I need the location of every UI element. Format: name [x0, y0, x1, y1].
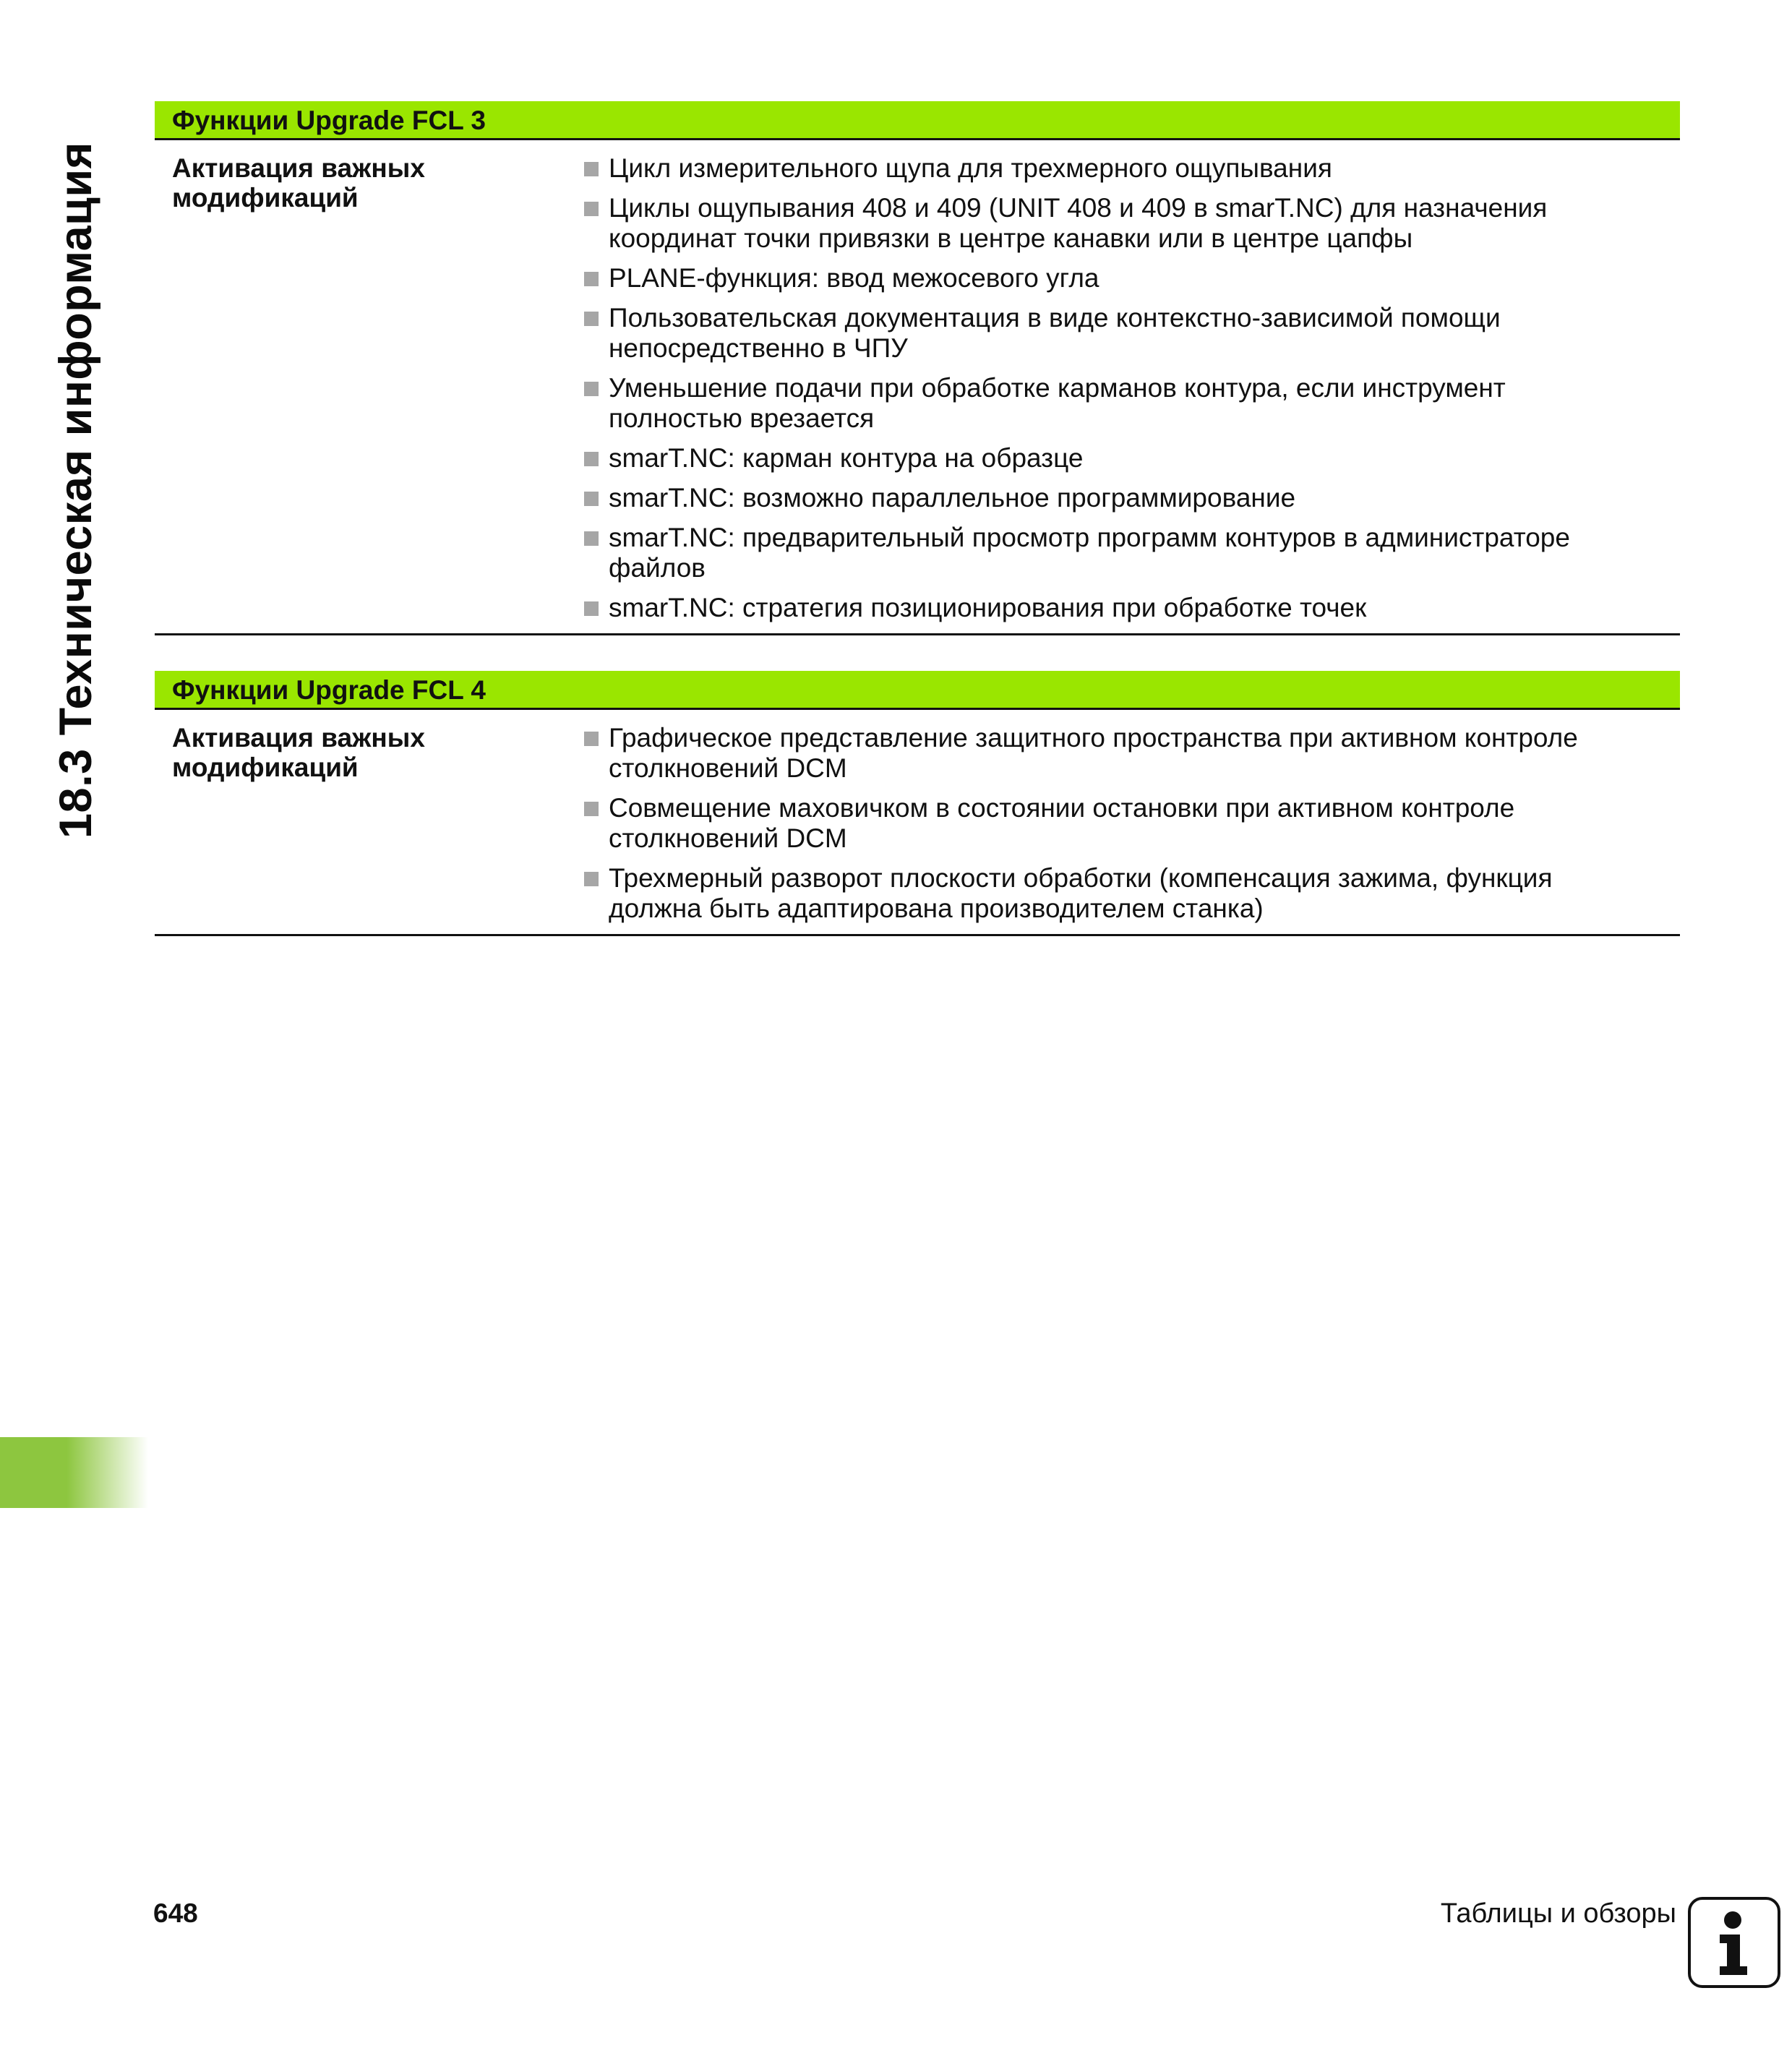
list-item-text: Цикл измерительного щупа для трехмерного ощупывания	[609, 153, 1332, 183]
square-bullet-icon	[584, 272, 599, 286]
square-bullet-icon	[584, 492, 599, 506]
list-item	[584, 723, 1680, 784]
footer-section-title: Таблицы и обзоры	[1440, 1898, 1676, 1929]
list-item-text: PLANE-функция: ввод межосевого угла	[609, 263, 1099, 293]
fcl4-row-label: Активация важных модификаций	[172, 723, 425, 782]
info-icon-glyph	[1691, 1900, 1778, 1985]
fcl3-row-label: Активация важных модификаций	[172, 153, 425, 213]
square-bullet-icon	[584, 732, 599, 746]
square-bullet-icon	[584, 382, 599, 396]
fcl4-feature-list	[584, 723, 1680, 924]
list-item	[584, 373, 1680, 434]
list-item	[584, 443, 1680, 474]
square-bullet-icon	[584, 162, 599, 176]
fcl3-feature-list	[584, 153, 1680, 623]
list-item	[584, 523, 1680, 583]
chapter-tab-marker	[0, 1437, 148, 1508]
square-bullet-icon	[584, 531, 599, 546]
list-item-text: smarT.NC: стратегия позиционирования при обработке точек	[609, 593, 1367, 622]
fcl3-table-row	[155, 140, 1680, 635]
list-item	[584, 793, 1680, 854]
square-bullet-icon	[584, 802, 599, 816]
list-item	[584, 483, 1680, 513]
list-item-text: Совмещение маховичком в состоянии остановки при активном контроле столкновений DCM	[609, 793, 1515, 853]
square-bullet-icon	[584, 452, 599, 466]
list-item	[584, 193, 1680, 254]
list-item-text: smarT.NC: возможно параллельное программирование	[609, 483, 1296, 513]
list-item	[584, 153, 1680, 184]
square-bullet-icon	[584, 601, 599, 616]
list-item	[584, 303, 1680, 364]
list-item-text: Уменьшение подачи при обработке карманов контура, если инструмент полностью врезается	[609, 373, 1506, 433]
list-item-text: Циклы ощупывания 408 и 409 (UNIT 408 и 409 в smarT.NC) для назначения координат точки привязки в центре канавки или в центре цапфы	[609, 193, 1548, 253]
fcl3-table-header: Функции Upgrade FCL 3	[155, 101, 1680, 140]
fcl4-table-header: Функции Upgrade FCL 4	[155, 671, 1680, 710]
fcl3-table	[155, 101, 1680, 635]
list-item-text: smarT.NC: карман контура на образце	[609, 443, 1084, 473]
list-item	[584, 593, 1680, 623]
square-bullet-icon	[584, 872, 599, 886]
list-item-text: Трехмерный разворот плоскости обработки (компенсация зажима, функция должна быть адаптирована производителем станка)	[609, 863, 1553, 923]
chapter-heading: 18.3 Техническая информация	[51, 142, 101, 839]
info-icon	[1688, 1897, 1780, 1988]
fcl4-table	[155, 671, 1680, 936]
list-item-text: smarT.NC: предварительный просмотр программ контуров в администраторе файлов	[609, 523, 1570, 583]
list-item-text: Пользовательская документация в виде контекстно-зависимой помощи непосредственно в ЧПУ	[609, 303, 1501, 363]
square-bullet-icon	[584, 202, 599, 216]
square-bullet-icon	[584, 312, 599, 326]
list-item	[584, 263, 1680, 294]
page-number: 648	[153, 1898, 198, 1928]
fcl4-table-row	[155, 710, 1680, 936]
list-item-text: Графическое представление защитного пространства при активном контроле столкновений DCM	[609, 723, 1578, 783]
list-item	[584, 863, 1680, 924]
